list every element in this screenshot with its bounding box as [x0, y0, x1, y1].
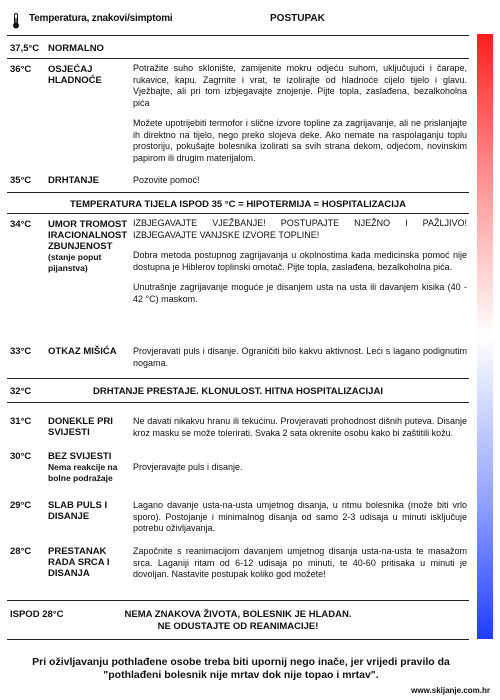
temp-36: 36°C	[10, 64, 32, 75]
symptom-weak-pulse: SLAB PULS I DISANJE	[48, 500, 108, 522]
procedure-unconscious: Provjeravajte puls i disanje.	[133, 462, 243, 472]
procedure-muscle-failure: Provjeravati puls i disanje. Ograničiti bilo kakvu aktivnost. Leći s lagano podignutim nogama.	[133, 346, 467, 368]
website-link[interactable]: www.skijanje.com.hr	[411, 686, 490, 695]
symptom-confusion	[48, 219, 130, 274]
symptom-normal: NORMALNO	[48, 43, 104, 54]
symptom-unconscious-label: BEZ SVIJESTI	[48, 451, 112, 462]
symptom-unconscious-note: Nema reakcije na bolne podražaje	[48, 462, 118, 483]
symptom-unconscious	[48, 451, 130, 484]
procedure-cardiac-arrest: Započnite s reanimacijom davanjem umjetnog disanja usta-na-usta te masažom srca. Laganiji ritam od 6-12 udisaja po minuti, te 40-60 pritisaka u minuti je dovoljan. Nastavite postupak koliko god možete!	[133, 546, 467, 579]
symptom-semi-conscious: DONEKLE PRI SVIJESTI	[48, 416, 113, 438]
temp-30: 30°C	[10, 451, 32, 462]
header-left-title: Temperatura, znakovi/simptomi	[29, 13, 173, 24]
symptom-shivering: DRHTANJE	[48, 175, 100, 186]
footer-note	[10, 656, 472, 682]
symptom-cardiac-arrest: PRESTANAK RADA SRCA I DISANJA	[48, 546, 110, 579]
procedure-paragraph: Možete upotrijebiti termofor i slične izvore topline za zagrijavanje, ali ne prislanjajte ih direktno na tijelo, nego preko slojeva deke. Ako nemate na raspolaganju toplu prostoriju, pokušajte bolesnika izolirati sa svih strana dekom, odjećom, novinskim papirom ili drugim materijalom.	[133, 118, 467, 163]
divider	[7, 378, 469, 379]
temp-33: 33°C	[10, 346, 32, 357]
temp-34: 34°C	[10, 219, 32, 230]
hypothermia-banner: TEMPERATURA TIJELA ISPOD 35 °C = HIPOTERMIJA = HOSPITALIZACIJA	[70, 199, 406, 210]
temp-31: 31°C	[10, 416, 32, 427]
temp-35: 35°C	[10, 175, 32, 186]
table-header	[7, 6, 469, 34]
divider	[7, 35, 469, 36]
thermometer-icon	[11, 13, 21, 29]
procedure-confusion	[133, 218, 467, 305]
procedure-warning: IZBJEGAVAJTE VJEŽBANJE! POSTUPAJTE NJEŽNO I PAŽLJIVO! IZBJEGAVAJTE VANJSKE IZVORE TOPLINE!	[133, 218, 467, 240]
procedure-cold	[133, 63, 467, 164]
footer-line-1: Pri oživljavanju pothlađene osobe treba biti upornij nego inače, jer vrijedi pravilo da	[32, 656, 450, 668]
symptom-cold: OSJEĆAJ HLADNOĆE	[48, 64, 102, 86]
no-signs-line-1: NEMA ZNAKOVA ŽIVOTA, BOLESNIK JE HLADAN.	[124, 609, 352, 620]
procedure-paragraph: Unutrašnje zagrijavanje moguće je disanjem usta na usta ili davanjem kisika (40 - 42 °C) maskom.	[133, 282, 467, 304]
divider	[7, 600, 469, 601]
temp-28: 28°C	[10, 546, 32, 557]
hypothermia-table	[7, 6, 469, 640]
temperature-gradient-bar	[477, 34, 493, 639]
procedure-paragraph: Dobra metoda postupnog zagrijavanja u okolnostima kada medicinska pomoć nije dostupna je Hiblerov toplinski omotač. Pijte topla, zaslađena, bezalkoholna pića.	[133, 250, 467, 272]
temp-32: 32°C	[10, 386, 32, 397]
temp-29: 29°C	[10, 500, 32, 511]
temp-37-5: 37,5°C	[10, 43, 40, 54]
procedure-paragraph: Potražite suho sklonište, zamijenite mokru odjeću suhom, uključujući i čarape, rukavice, kapu. Zagrnite i vrat, te izolirajte od hladnoće cijelo tijelo i glavu. Vježbajte, ali pri tom izbjegavajte znojenje. Pijte topla, zaslađena, bezalkoholna pića	[133, 63, 467, 108]
procedure-semi-conscious: Ne davati nikakvu hranu ili tekućinu. Provjeravati prohodnost dišnih puteva. Disanje kroz masku se može tolerirati. Svaka 2 sata okrenite osobu kako bi zaštitili kožu.	[133, 416, 467, 438]
symptom-confusion-note: (stanje poput pijanstva)	[48, 252, 102, 273]
no-signs-banner	[7, 609, 469, 633]
divider	[7, 192, 469, 193]
header-right-title: POSTUPAK	[270, 13, 325, 24]
procedure-weak-pulse: Lagano davanje usta-na-usta umjetnog disanja, u ritmu bolesnika (može biti vrlo sporo). Postojanje i minimalnog disanja od samo 2-3 udisaja u minuti isključuje potrebu oživljavanja.	[133, 500, 467, 533]
symptom-confusion-label: UMOR TROMOST IRACIONALNOST ZBUNJENOST	[48, 219, 128, 252]
no-signs-line-2: NE ODUSTAJTE OD REANIMACIJE!	[157, 621, 319, 632]
footer-line-2: "pothlađeni bolesnik nije mrtav dok nije topao i mrtav".	[103, 669, 379, 681]
temp-below-28: ISPOD 28°C	[10, 609, 64, 620]
divider	[7, 639, 469, 640]
procedure-shivering: Pozovite pomoć!	[133, 175, 200, 185]
hospitalization-banner: DRHTANJE PRESTAJE. KLONULOST. HITNA HOSPITALIZACIJAI	[93, 386, 383, 397]
divider	[7, 213, 469, 214]
divider	[7, 402, 469, 403]
symptom-muscle-failure: OTKAZ MIŠIĆA	[48, 346, 117, 357]
divider	[7, 58, 469, 59]
